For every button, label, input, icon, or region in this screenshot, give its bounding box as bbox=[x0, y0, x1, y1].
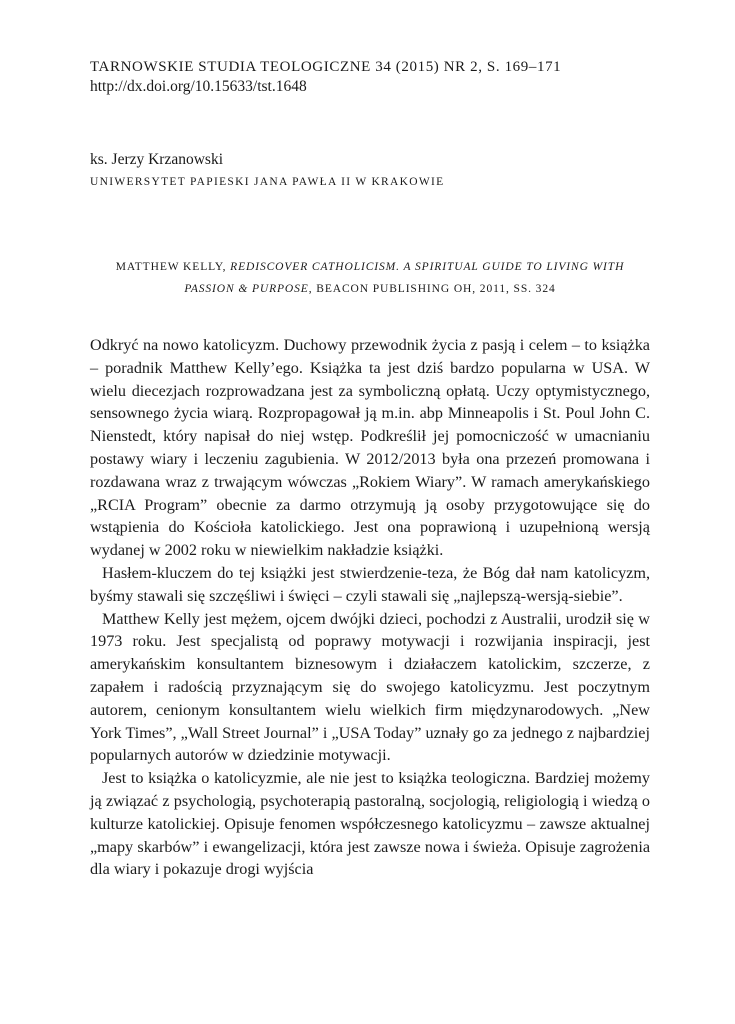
article-body bbox=[90, 334, 650, 881]
author-name: ks. Jerzy Krzanowski bbox=[90, 151, 224, 168]
reviewed-author: MATTHEW KELLY, bbox=[115, 261, 227, 273]
body-paragraph-1: Odkryć na nowo katolicyzm. Duchowy przewodnik życia z pasją i celem – to książka – poradnik Matthew Kelly’ego. Książka ta jest dziś bardzo popularna w USA. W wielu diecezjach rozprowadzana jest za symboliczną opłatą. Uczy optymistycznego, sensownego życia wiarą. Rozpropagował ją m.in. abp Minneapolis i St. Poul John C. Nienstedt, który napisał do niej wstęp. Podkreślił jej pomocniczość w umacnianiu postawy wiary i leczeniu zagubienia. W 2012/2013 była ona przezeń promowana i rozdawana wraz z trwającym wówczas „Rokiem Wiary”. W ramach amerykańskiego „RCIA Program” obecnie za darmo otrzymują ją osoby przygotowujące się do wstąpienia do Kościoła katolickiego. Jest ona poprawioną i uzupełnioną wersją wydanej w 2002 roku w niewielkim nakładzie książki. bbox=[90, 336, 650, 560]
author-affiliation: UNIWERSYTET PAPIESKI JANA PAWŁA II W KRAKOWIE bbox=[90, 176, 445, 188]
doi-link[interactable]: http://dx.doi.org/10.15633/tst.1648 bbox=[90, 78, 307, 95]
reviewed-publisher: , BEACON PUBLISHING OH, 2011, SS. 324 bbox=[308, 283, 556, 295]
reviewed-title-line2: PASSION & PURPOSE bbox=[184, 283, 309, 295]
article-page bbox=[90, 58, 650, 881]
reviewed-work-citation bbox=[90, 256, 650, 300]
journal-citation: TARNOWSKIE STUDIA TEOLOGICZNE 34 (2015) NR 2, S. 169–171 bbox=[90, 59, 562, 75]
body-paragraph-3: Matthew Kelly jest mężem, ojcem dwójki dzieci, pochodzi z Australii, urodził się w 1973 roku. Jest specjalistą od poprawy motywacji i rozwijania inspiracji, jest amerykańskim konsultantem biznesowym i działaczem katolickim, szczerze, z zapałem i radością przyznającym się do swojego katolicyzmu. Jest poczytnym autorem, cenionym konsultantem wielu wielkich firm międzynarodowych. „New York Times”, „Wall Street Journal” i „USA Today” uznały go za jednego z najbardziej popularnych autorów w dziedzinie motywacji. bbox=[90, 609, 650, 765]
reviewed-title-line1: REDISCOVER CATHOLICISM. A SPIRITUAL GUIDE TO LIVING WITH bbox=[230, 261, 625, 273]
body-paragraph-2: Hasłem-kluczem do tej książki jest stwierdzenie-teza, że Bóg dał nam katolicyzm, byśmy stawali się szczęśliwi i święci – czyli stawali się „najlepszą-wersją-siebie”. bbox=[90, 563, 650, 605]
body-paragraph-4: Jest to książka o katolicyzmie, ale nie jest to książka teologiczna. Bardziej możemy ją związać z psychologią, psychoterapią pastoralną, socjologią, religiologią i wiedzą o kulturze katolickiej. Opisuje fenomen współczesnego katolicyzmu – zawsze aktualnej „mapy skarbów” i ewangelizacji, która jest zawsze nowa i świeża. Opisuje zagrożenia dla wiary i pokazuje drogi wyjścia bbox=[90, 769, 650, 879]
